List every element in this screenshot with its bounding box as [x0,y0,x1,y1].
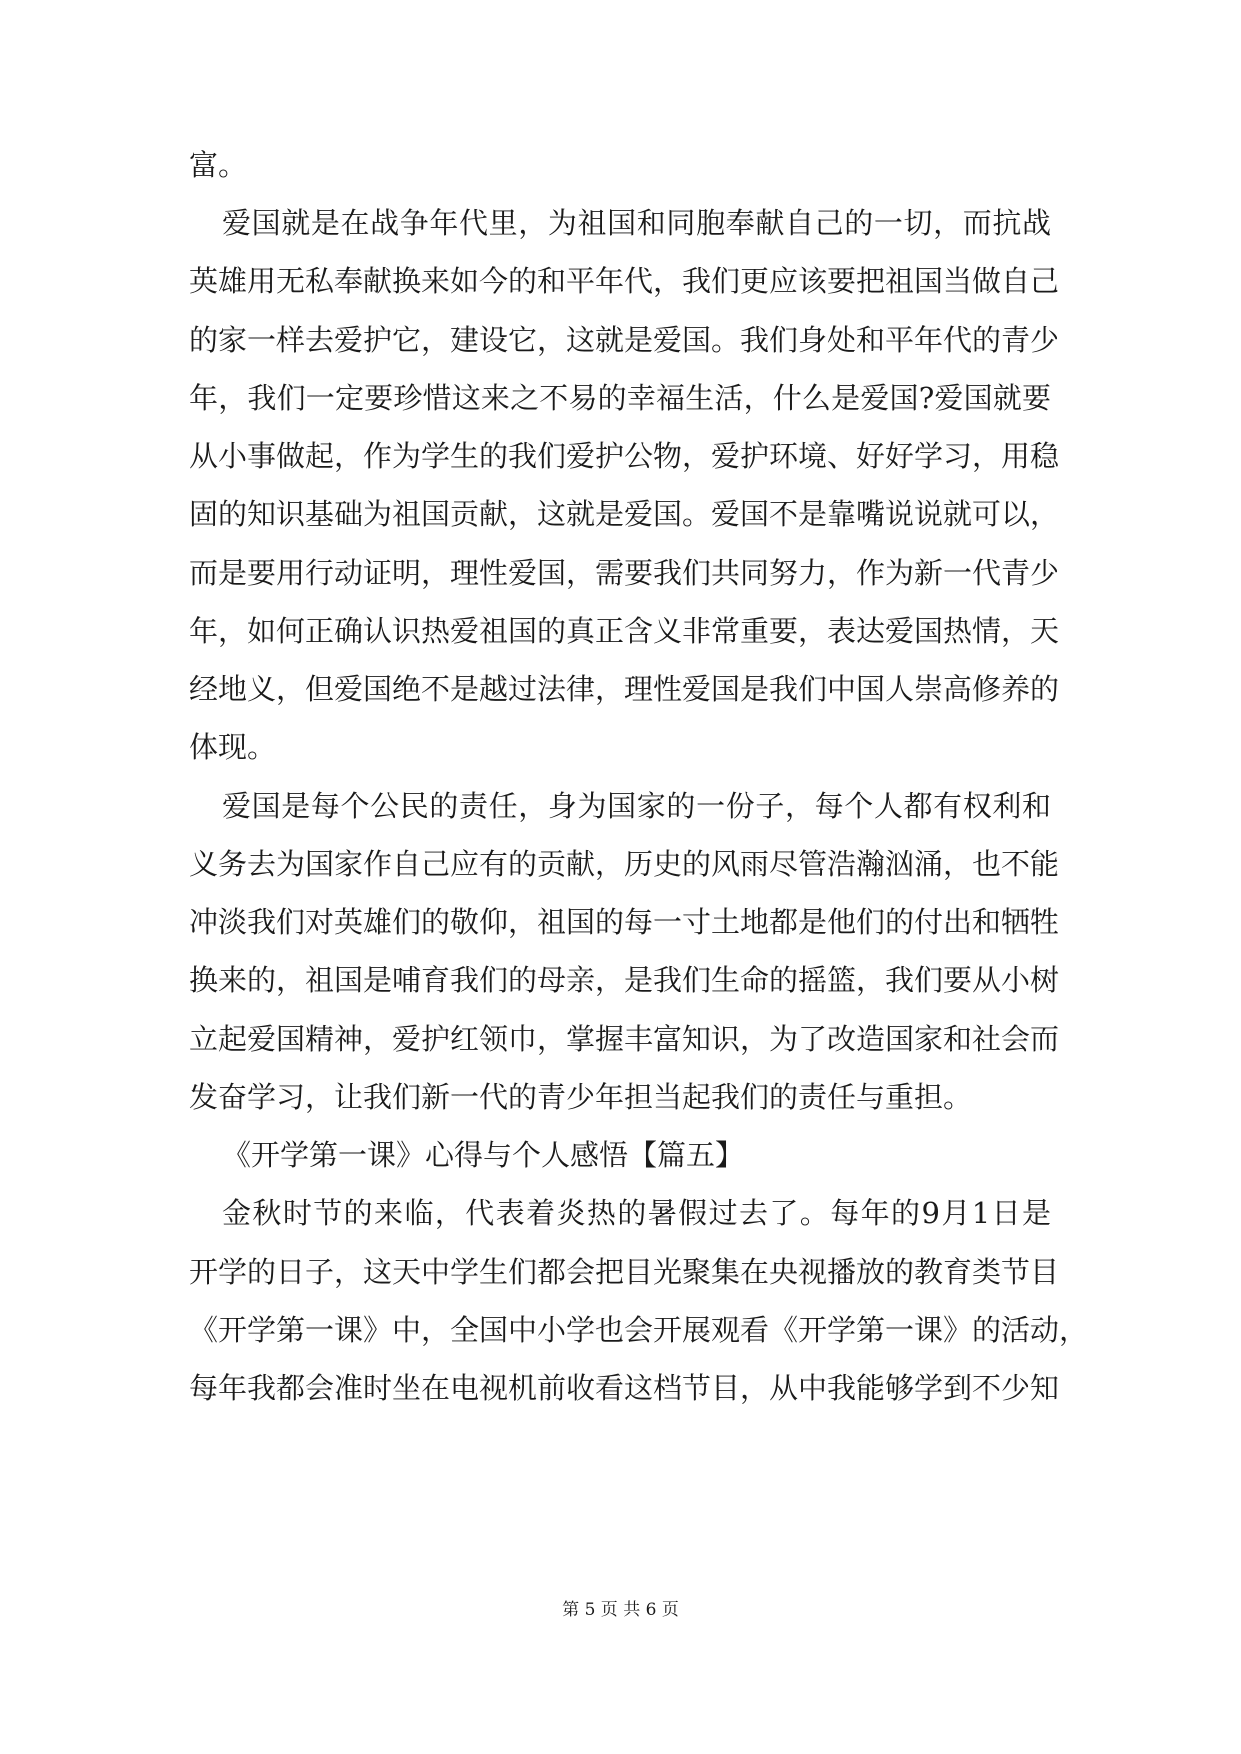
text-line: 从小事做起，作为学生的我们爱护公物，爱护环境、好好学习，用稳 [189,439,1060,473]
page-footer: 第 5 页 共 6 页 [562,1600,679,1620]
paragraph-first-line: 爱国就是在战争年代里，为祖国和同胞奉献自己的一切，而抗战 [222,206,1051,240]
section-heading: 《开学第一课》心得与个人感悟【篇五】 [222,1138,745,1172]
text-line: 年，如何正确认识热爱祖国的真正含义非常重要，表达爱国热情，天 [189,614,1060,648]
paragraph-first-line: 金秋时节的来临，代表着炎热的暑假过去了。每年的9月1日是 [222,1196,1051,1230]
text-line: 《开学第一课》中，全国中小学也会开展观看《开学第一课》的活动， [189,1313,1089,1347]
text-line: 年，我们一定要珍惜这来之不易的幸福生活，什么是爱国?爱国就要 [189,381,1051,415]
text-line: 固的知识基础为祖国贡献，这就是爱国。爱国不是靠嘴说说就可以， [189,497,1060,531]
text-line: 英雄用无私奉献换来如今的和平年代，我们更应该要把祖国当做自己 [189,264,1060,298]
text-line: 立起爱国精神，爱护红领巾，掌握丰富知识，为了改造国家和社会而 [189,1022,1060,1056]
text-line: 冲淡我们对英雄们的敬仰，祖国的每一寸土地都是他们的付出和牺牲 [189,905,1060,939]
text-line: 每年我都会准时坐在电视机前收看这档节目，从中我能够学到不少知 [189,1371,1060,1405]
text-line: 换来的，祖国是哺育我们的母亲，是我们生命的摇篮，我们要从小树 [189,963,1060,997]
text-line: 发奋学习，让我们新一代的青少年担当起我们的责任与重担。 [189,1080,973,1114]
text-line: 经地义，但爱国绝不是越过法律，理性爱国是我们中国人崇高修养的 [189,672,1060,706]
text-line: 开学的日子，这天中学生们都会把目光聚集在央视播放的教育类节目 [189,1255,1060,1289]
paragraph-first-line: 爱国是每个公民的责任，身为国家的一份子，每个人都有权利和 [222,789,1051,823]
text-line: 的家一样去爱护它，建设它，这就是爱国。我们身处和平年代的青少 [189,323,1060,357]
text-line: 富。 [189,148,248,182]
text-line: 体现。 [189,730,277,764]
text-line: 义务去为国家作自己应有的贡献，历史的风雨尽管浩瀚汹涌，也不能 [189,847,1060,881]
text-line: 而是要用行动证明，理性爱国，需要我们共同努力，作为新一代青少 [189,556,1060,590]
